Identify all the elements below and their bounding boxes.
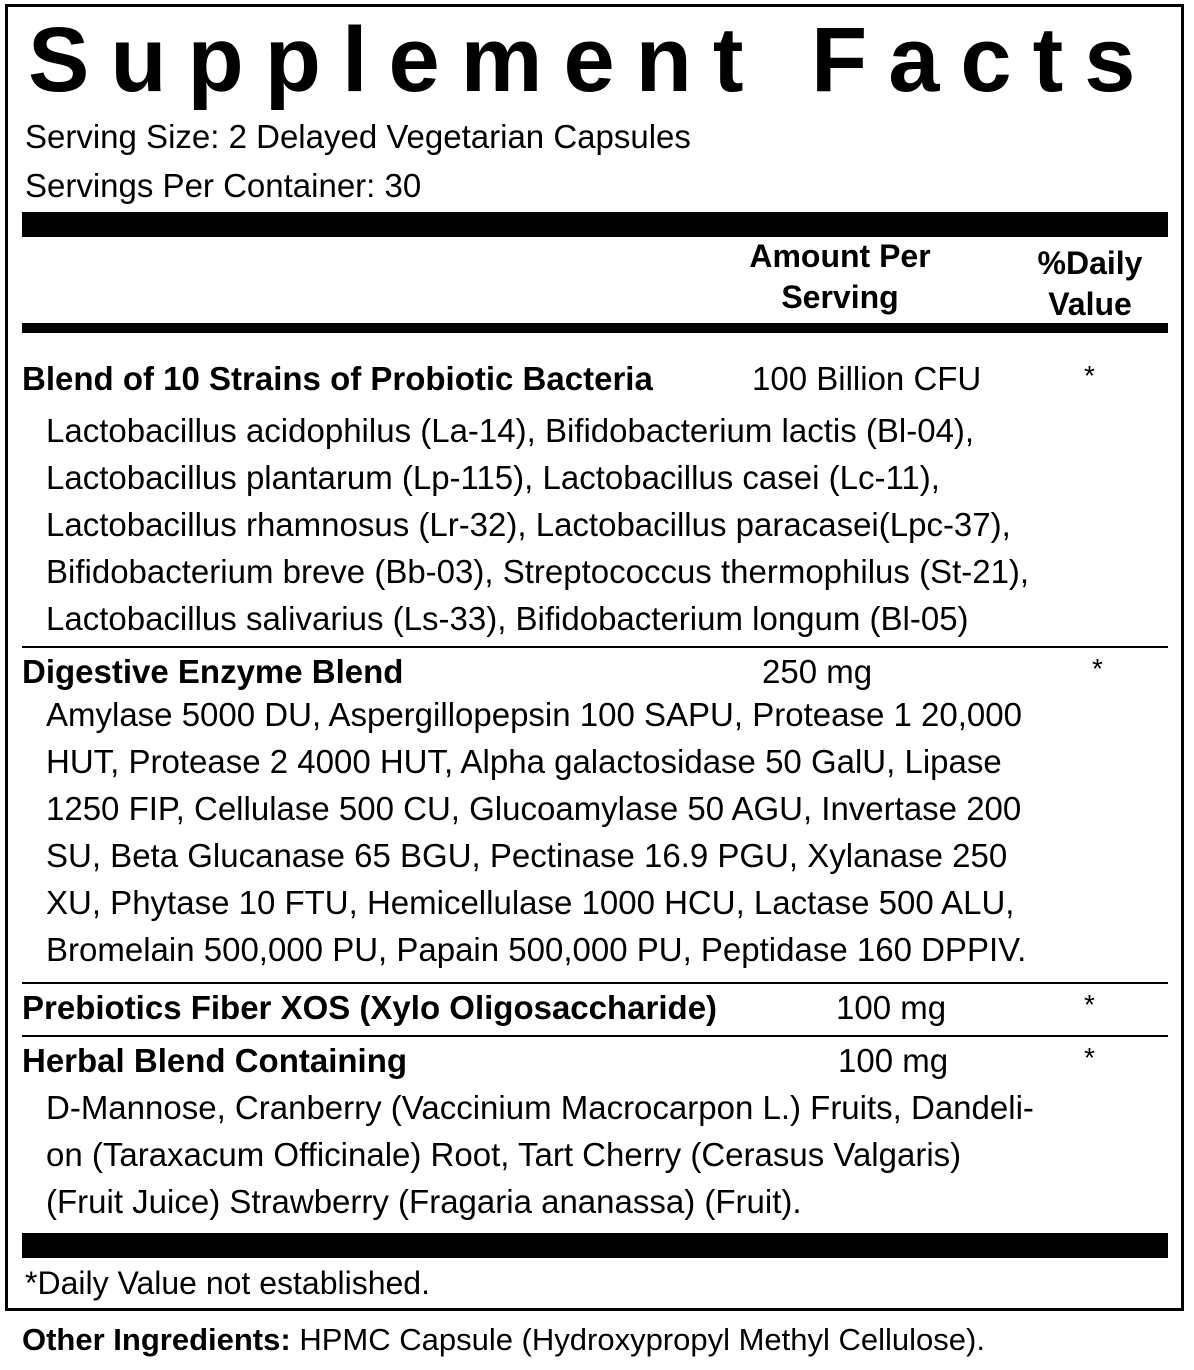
item-detail-line: 1250 FIP, Cellulase 500 CU, Glucoamylase 50 AGU, Invertase 200 bbox=[46, 790, 1022, 827]
item-name: Prebiotics Fiber XOS (Xylo Oligosaccharide) bbox=[22, 989, 718, 1026]
dv-header-line1: %Daily bbox=[1037, 245, 1143, 281]
item-detail-line: XU, Phytase 10 FTU, Hemicellulase 1000 HCU, Lactase 500 ALU, bbox=[46, 884, 1015, 921]
item-detail-line: Lactobacillus rhamnosus (Lr-32), Lactobacillus paracasei(Lpc-37), bbox=[46, 506, 1011, 543]
item-amount: 100 Billion CFU bbox=[752, 360, 982, 397]
item-name: Blend of 10 Strains of Probiotic Bacteria bbox=[22, 360, 653, 397]
item-detail-line: SU, Beta Glucanase 65 BGU, Pectinase 16.9 PGU, Xylanase 250 bbox=[46, 837, 1008, 874]
item-detail-line: Lactobacillus plantarum (Lp-115), Lactobacillus casei (Lc-11), bbox=[46, 459, 940, 496]
daily-value-header bbox=[1020, 243, 1160, 325]
item-detail-line: (Fruit Juice) Strawberry (Fragaria ananassa) (Fruit). bbox=[46, 1183, 802, 1220]
item-detail-line: Lactobacillus salivarius (Ls-33), Bifidobacterium longum (Bl-05) bbox=[46, 600, 969, 637]
thick-divider-header bbox=[22, 323, 1168, 333]
other-ingredients-text: HPMC Capsule (Hydroxypropyl Methyl Cellulose). bbox=[290, 1322, 985, 1357]
item-detail-line: Bifidobacterium breve (Bb-03), Streptococcus thermophilus (St-21), bbox=[46, 553, 1030, 590]
item-detail-line: HUT, Protease 2 4000 HUT, Alpha galactosidase 50 GalU, Lipase bbox=[46, 743, 1002, 780]
amount-per-serving-header bbox=[740, 236, 940, 318]
item-detail-line: on (Taraxacum Officinale) Root, Tart Cherry (Cerasus Valgaris) bbox=[46, 1136, 962, 1173]
thick-divider-bottom bbox=[22, 1233, 1168, 1258]
row-divider bbox=[22, 646, 1168, 648]
dv-header-line2: Value bbox=[1048, 286, 1132, 322]
item-dv: * bbox=[1084, 989, 1095, 1020]
amount-header-line2: Serving bbox=[781, 279, 899, 315]
item-name: Herbal Blend Containing bbox=[22, 1042, 408, 1079]
item-detail-line: D-Mannose, Cranberry (Vaccinium Macrocarpon L.) Fruits, Dandeli- bbox=[46, 1089, 1034, 1126]
item-dv: * bbox=[1092, 653, 1103, 684]
servings-per-container: Servings Per Container: 30 bbox=[25, 167, 422, 204]
other-ingredients bbox=[22, 1322, 985, 1358]
item-detail-line: Bromelain 500,000 PU, Papain 500,000 PU, Peptidase 160 DPPIV. bbox=[46, 931, 1027, 968]
item-amount: 250 mg bbox=[762, 653, 873, 690]
footnote: *Daily Value not established. bbox=[25, 1265, 430, 1301]
item-name: Digestive Enzyme Blend bbox=[22, 653, 404, 690]
panel-title: Supplement Facts bbox=[28, 9, 1157, 111]
serving-size: Serving Size: 2 Delayed Vegetarian Capsules bbox=[25, 118, 691, 155]
item-dv: * bbox=[1084, 360, 1095, 391]
item-amount: 100 mg bbox=[838, 1042, 949, 1079]
row-divider bbox=[22, 982, 1168, 984]
item-dv: * bbox=[1084, 1042, 1095, 1073]
row-divider bbox=[22, 1035, 1168, 1037]
thick-divider-top bbox=[22, 212, 1168, 237]
other-ingredients-label: Other Ingredients: bbox=[22, 1322, 291, 1357]
item-amount: 100 mg bbox=[836, 989, 947, 1026]
item-detail-line: Amylase 5000 DU, Aspergillopepsin 100 SAPU, Protease 1 20,000 bbox=[46, 696, 1022, 733]
amount-header-line1: Amount Per bbox=[749, 238, 931, 274]
item-detail-line: Lactobacillus acidophilus (La-14), Bifidobacterium lactis (Bl-04), bbox=[46, 412, 975, 449]
